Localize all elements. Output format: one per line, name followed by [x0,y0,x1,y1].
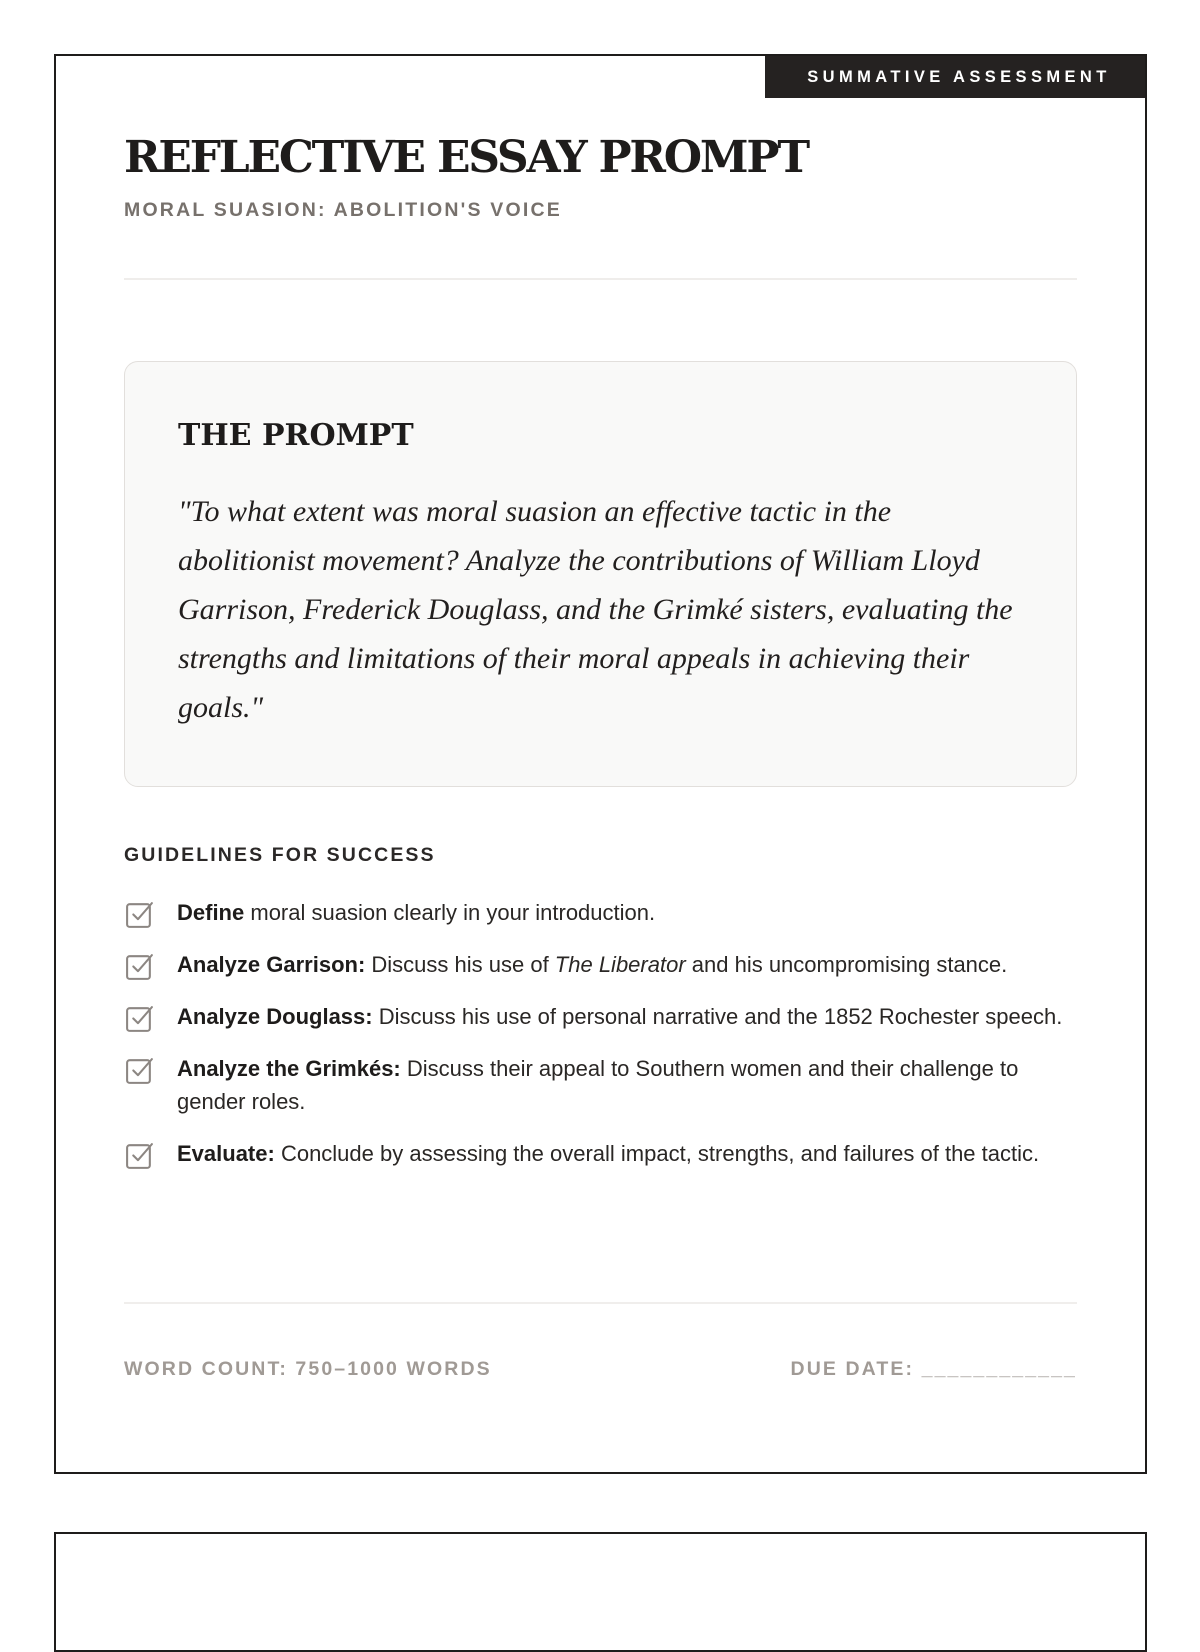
guideline-item-define [124,896,1079,929]
checkbox-check-icon [124,1055,155,1086]
checkbox-check-icon [124,1003,155,1034]
guidelines-heading: GUIDELINES FOR SUCCESS [124,844,436,866]
guideline-text: moral suasion clearly in your introduction. [244,900,656,925]
guideline-text: Discuss his use of personal narrative and the 1852 Rochester speech. [372,1004,1063,1029]
guideline-item-douglass [124,1000,1079,1033]
checkbox-check-icon [124,951,155,982]
guideline-text: Discuss their appeal to Southern women and their challenge to gender roles. [177,1056,1019,1114]
guideline-lead: Analyze Douglass: [177,1004,373,1029]
checkbox-check-icon [124,1140,155,1171]
next-page-card [54,1532,1147,1652]
footer-divider [124,1302,1077,1304]
guideline-text: Conclude by assessing the overall impact, strengths, and failures of the tactic. [274,1141,1040,1166]
assignment-card [54,54,1147,1474]
guideline-item-evaluate [124,1137,1079,1170]
guideline-publication-title: The Liberator [554,952,686,977]
header-divider [124,278,1077,280]
summative-assessment-badge: SUMMATIVE ASSESSMENT [765,56,1145,98]
due-date: DUE DATE: ____________ [790,1358,1077,1380]
prompt-text: "To what extent was moral suasion an effective tactic in the abolitionist movement? Analyze the contributions of William Lloyd Garrison, Frederick Douglass, and the Grimké sisters, evaluating the strengths and limitations of their moral appeals in achieving their goals." [178,495,1013,724]
guideline-lead: Evaluate: [177,1141,275,1166]
page-subtitle: MORAL SUASION: ABOLITION'S VOICE [124,199,562,221]
guideline-text: and his uncompromising stance. [685,952,1008,977]
prompt-heading: THE PROMPT [178,418,414,453]
checkbox-check-icon [124,899,155,930]
guideline-lead: Analyze the Grimkés: [177,1056,401,1081]
guideline-item-garrison [124,948,1079,981]
guidelines-list [124,896,1079,1189]
guideline-lead: Define [177,900,245,925]
word-count: WORD COUNT: 750–1000 WORDS [124,1358,492,1380]
page-title: REFLECTIVE ESSAY PROMPT [124,132,808,183]
prompt-box [124,361,1077,787]
guideline-item-grimkes [124,1052,1079,1118]
guideline-text: Discuss his use of [365,952,555,977]
guideline-lead: Analyze Garrison: [177,952,366,977]
